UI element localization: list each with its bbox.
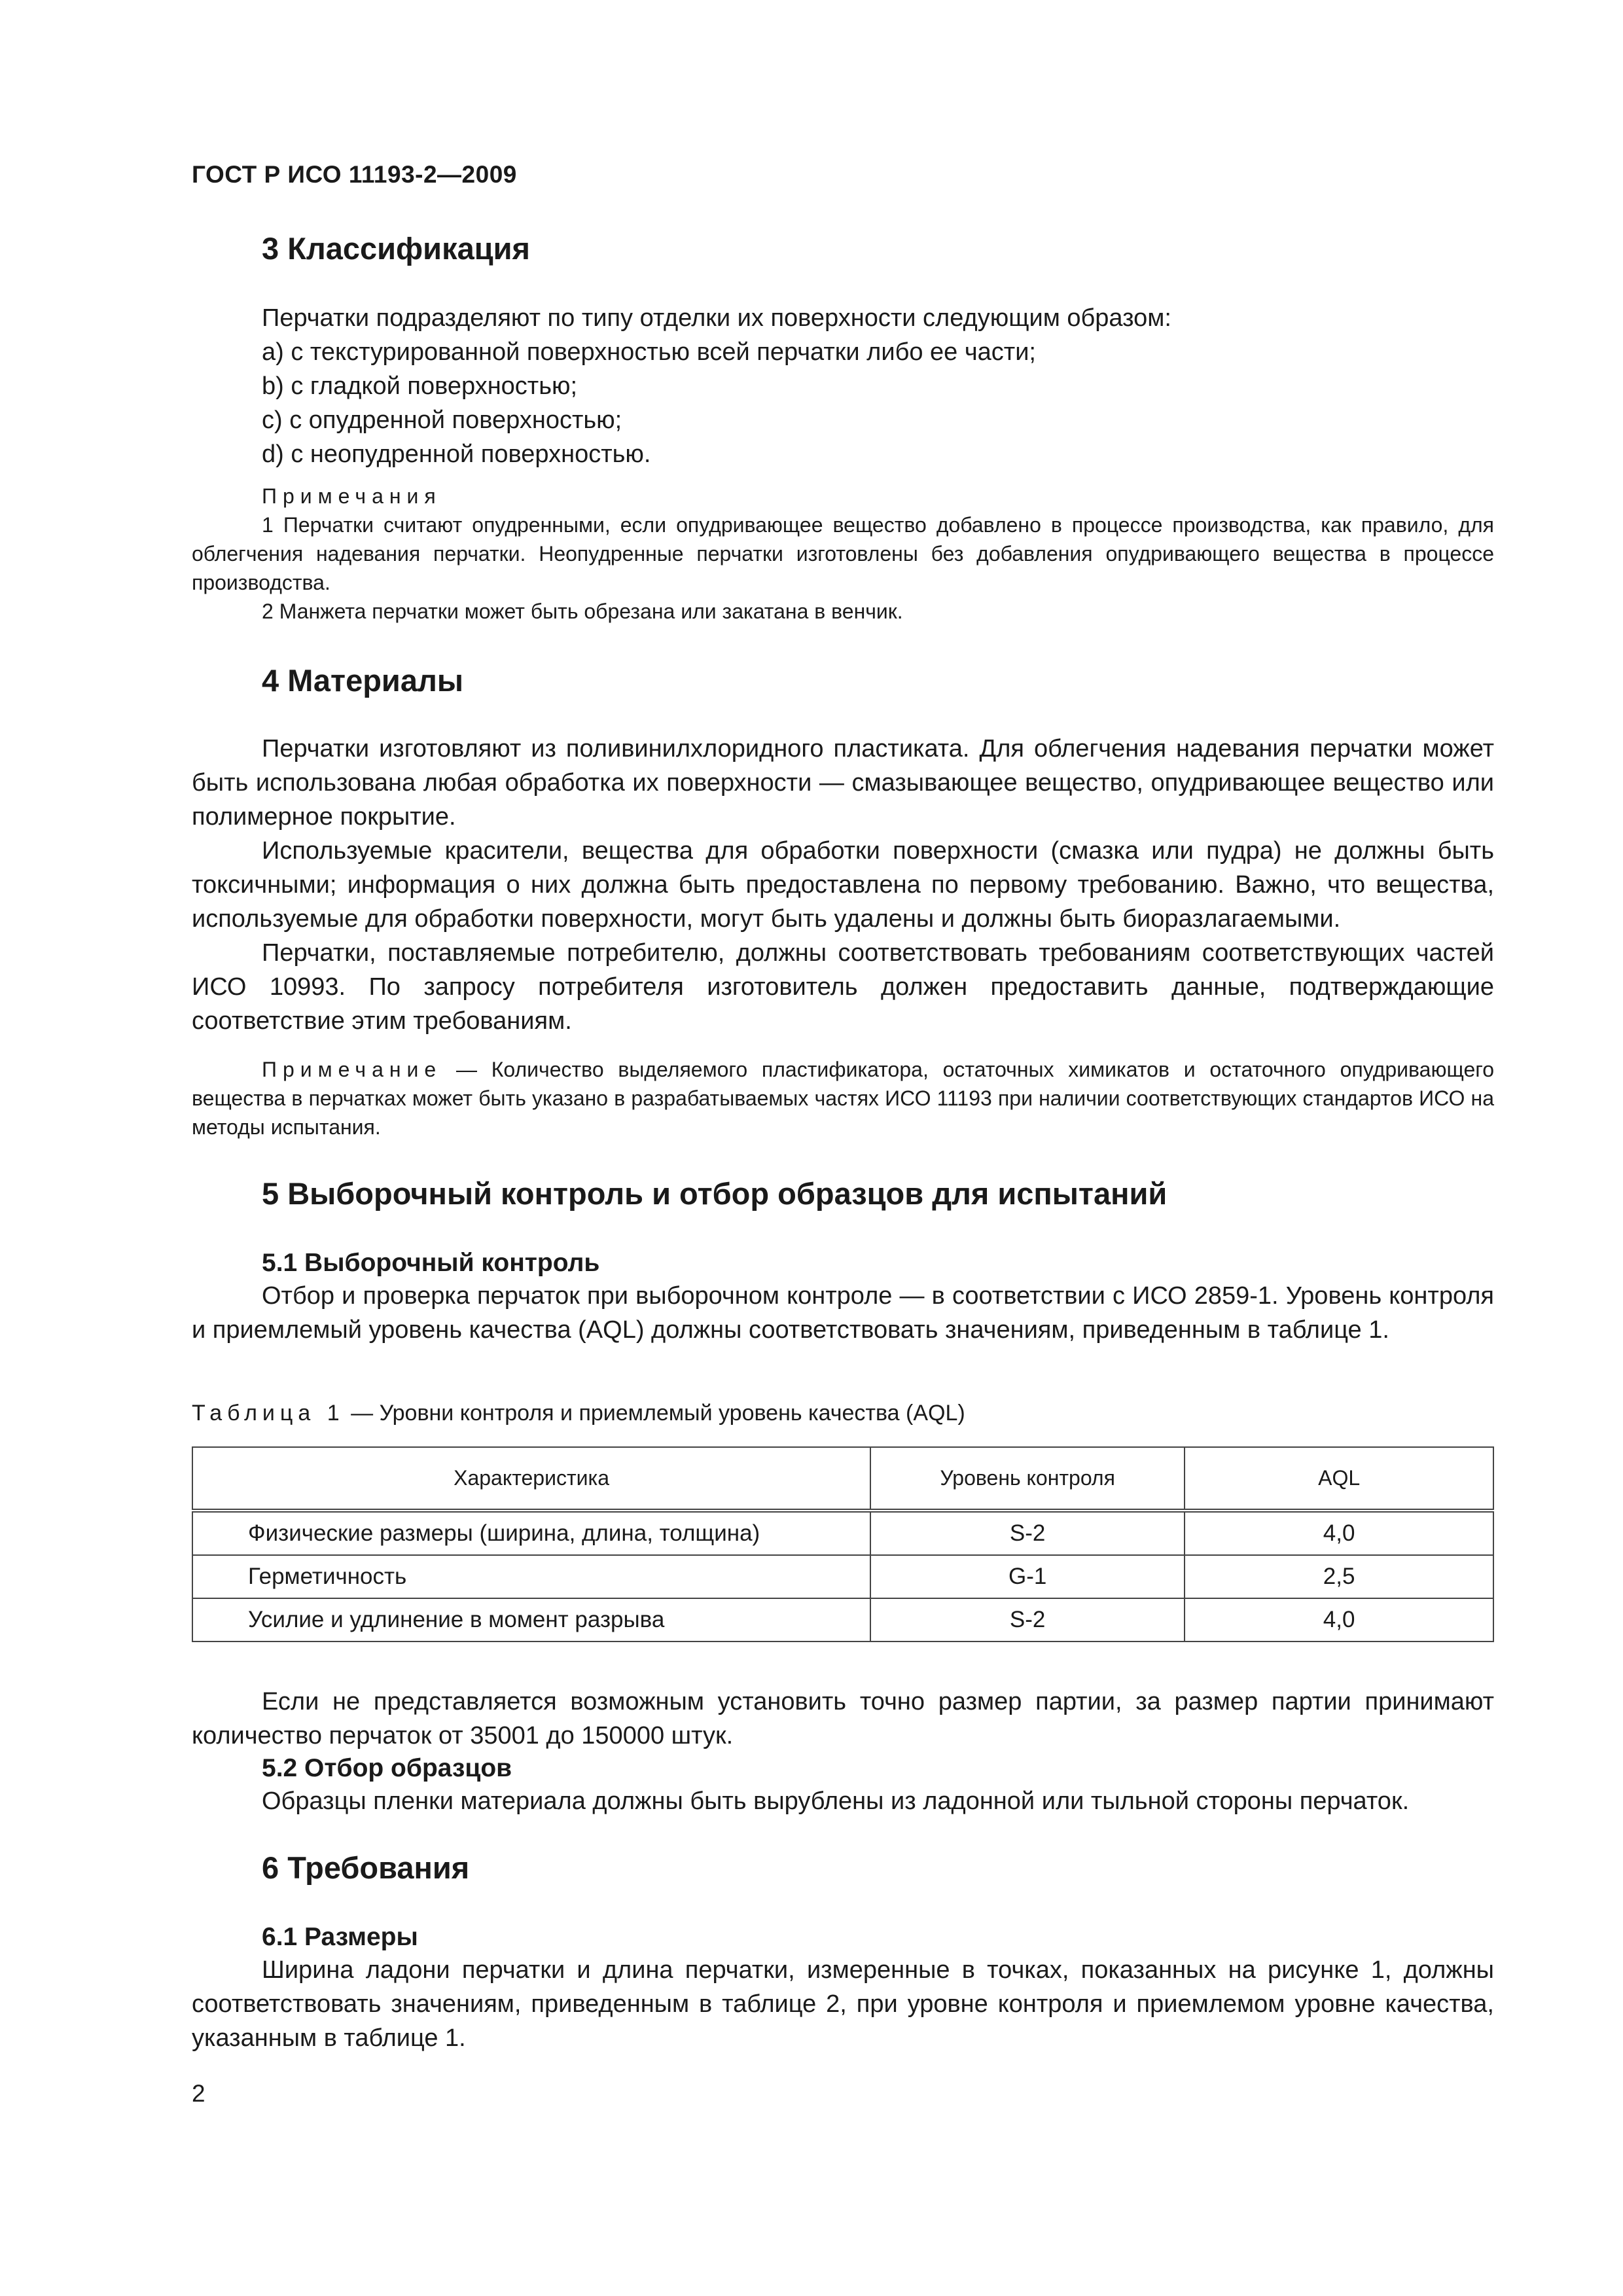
table-1-caption — [192, 1401, 965, 1426]
table-label: Таблица 1 — [192, 1401, 345, 1426]
paragraph: Отбор и проверка перчаток при выборочном контроле — в соответствии с ИСО 2859-1. Уровень контроля и приемлемый уровень качества (AQL) должны соответствовать значениям, приведенным в таблице 1. — [192, 1282, 1494, 1344]
section-5-heading: 5 Выборочный контроль и отбор образцов для испытаний — [262, 1176, 1168, 1211]
table-row — [192, 1555, 1493, 1598]
table-cell: G-1 — [870, 1555, 1185, 1598]
subsection-5-1-body — [192, 1279, 1494, 1347]
list-item: b) с гладкой поверхностью; — [262, 372, 578, 400]
subsection-5-2-body — [192, 1784, 1494, 1818]
section-3-intro: Перчатки подразделяют по типу отделки их поверхности следующим образом: — [262, 304, 1171, 332]
section-4-body — [192, 732, 1494, 1038]
table-header-cell: AQL — [1185, 1447, 1493, 1511]
section-3-notes — [192, 482, 1494, 626]
paragraph: Перчатки изготовляют из поливинилхлоридного пластиката. Для облегчения надевания перчатки может быть использована любая обработка их поверхности — смазывающее вещество, опудривающее вещество или полимерное покрытие. — [192, 735, 1494, 831]
table-cell: 2,5 — [1185, 1555, 1493, 1598]
note-label: Примечание — [262, 1058, 442, 1081]
table-cell: S-2 — [870, 1511, 1185, 1555]
section-6-heading: 6 Требования — [262, 1850, 470, 1885]
note-text: — Количество выделяемого пластификатора, остаточных химикатов и остаточного опудривающего вещества в перчатках может быть указано в разрабатываемых частях ИСО 11193 при наличии соответствующих стандартов ИСО на методы испытания. — [192, 1058, 1494, 1139]
section-3-body — [192, 301, 1494, 471]
table-header-cell: Уровень контроля — [870, 1447, 1185, 1511]
table-row — [192, 1598, 1493, 1641]
notes-label: Примечания — [262, 484, 442, 508]
page-number: 2 — [192, 2080, 205, 2107]
table-1 — [192, 1446, 1494, 1642]
section-3-heading: 3 Классификация — [262, 231, 530, 266]
table-header-row — [192, 1447, 1493, 1511]
running-header: ГОСТ Р ИСО 11193-2—2009 — [192, 161, 517, 188]
table-cell: Герметичность — [192, 1555, 870, 1598]
table-row — [192, 1511, 1493, 1555]
paragraph: Если не представляется возможным установить точно размер партии, за размер партии принимают количество перчаток от 35001 до 150000 штук. — [192, 1688, 1494, 1749]
note-1: 1 Перчатки считают опудренными, если опудривающее вещество добавлено в процессе производства, как правило, для облегчения надевания перчатки. Неопудренные перчатки изготовлены без добавления опудривающего вещества в процессе производства. — [192, 513, 1494, 594]
after-table-text — [192, 1685, 1494, 1753]
note-2: 2 Манжета перчатки может быть обрезана или закатана в венчик. — [262, 600, 903, 623]
table-cell: Физические размеры (ширина, длина, толщина) — [192, 1511, 870, 1555]
subsection-5-1-heading: 5.1 Выборочный контроль — [262, 1249, 600, 1277]
paragraph: Образцы пленки материала должны быть вырублены из ладонной или тыльной стороны перчаток. — [262, 1787, 1410, 1815]
paragraph: Используемые красители, вещества для обработки поверхности (смазка или пудра) не должны быть токсичными; информация о них должна быть предоставлена по первому требованию. Важно, что вещества, используемые для обработки поверхности, могут быть удалены и должны быть биоразлагаемыми. — [192, 837, 1494, 933]
section-4-note — [192, 1055, 1494, 1141]
table-cell: 4,0 — [1185, 1598, 1493, 1641]
table-cell: 4,0 — [1185, 1511, 1493, 1555]
subsection-6-1-body — [192, 1953, 1494, 2055]
paragraph: Перчатки, поставляемые потребителю, должны соответствовать требованиям соответствующих частей ИСО 10993. По запросу потребителя изготовитель должен предоставить данные, подтверждающие соответствие этим требованиям. — [192, 939, 1494, 1035]
table-cell: S-2 — [870, 1598, 1185, 1641]
table-header-cell: Характеристика — [192, 1447, 870, 1511]
table-cell: Усилие и удлинение в момент разрыва — [192, 1598, 870, 1641]
subsection-6-1-heading: 6.1 Размеры — [262, 1923, 418, 1951]
list-item: d) с неопудренной поверхностью. — [262, 440, 651, 468]
table-caption-text: — Уровни контроля и приемлемый уровень качества (AQL) — [344, 1401, 965, 1426]
paragraph: Ширина ладони перчатки и длина перчатки, измеренные в точках, показанных на рисунке 1, должны соответствовать значениям, приведенным в таблице 2, при уровне контроля и приемлемом уровне качества, указанным в таблице 1. — [192, 1956, 1494, 2052]
list-item: c) с опудренной поверхностью; — [262, 406, 622, 434]
section-4-heading: 4 Материалы — [262, 663, 463, 698]
list-item: a) с текстурированной поверхностью всей перчатки либо ее части; — [262, 338, 1036, 366]
subsection-5-2-heading: 5.2 Отбор образцов — [262, 1754, 512, 1782]
